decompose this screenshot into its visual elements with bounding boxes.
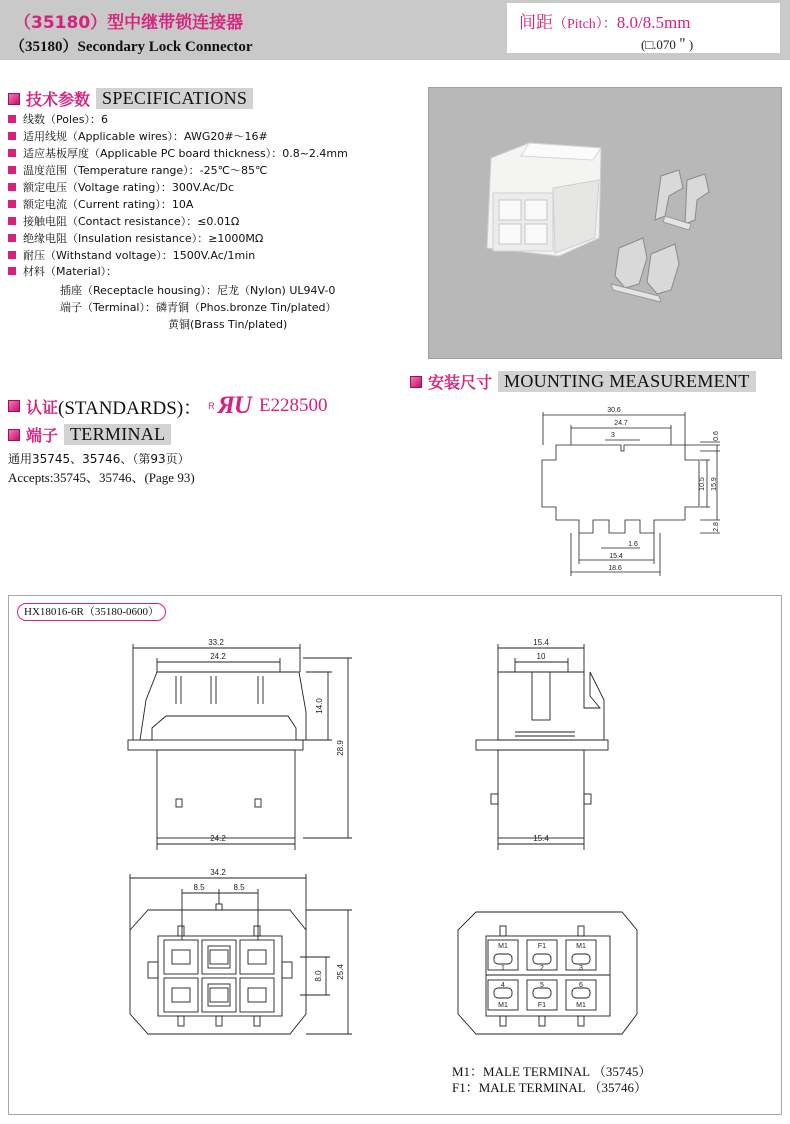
note-f1: F1：MALE TERMINAL （35746） bbox=[452, 1080, 648, 1095]
mount-dim-text: 0.6 bbox=[713, 431, 720, 441]
bottom-dim-text: 25.4 bbox=[336, 964, 345, 980]
bottom-dim-text: 8.5 bbox=[193, 883, 205, 892]
mount-dim-text: 30.6 bbox=[607, 407, 621, 414]
registered-icon: R bbox=[208, 401, 215, 411]
bottom-dim-text: 8.5 bbox=[233, 883, 245, 892]
specifications-title-en: SPECIFICATIONS bbox=[96, 88, 253, 109]
spec-text: 额定电压（Voltage rating）：300V.Ac/Dc bbox=[23, 181, 235, 194]
pin-label: M1 bbox=[576, 1002, 586, 1009]
ul-logo-icon: ЯU bbox=[217, 392, 251, 419]
mounting-title-cn: 安装尺寸 bbox=[428, 373, 493, 392]
pin-label: 1 bbox=[501, 965, 505, 972]
pin-label: 3 bbox=[579, 965, 583, 972]
mount-dim-text: 15.9 bbox=[711, 477, 718, 491]
spec-text: 额定电流（Current rating）：10A bbox=[23, 197, 194, 211]
drawing-frame bbox=[8, 595, 782, 1115]
spec-text: 绝缘电阻（Insulation resistance）：≥1000MΩ bbox=[23, 231, 264, 245]
pitch-en: （Pitch）： bbox=[553, 17, 617, 32]
pin-label: 5 bbox=[540, 982, 544, 989]
title-cn: （35180）型中继带锁连接器 bbox=[14, 13, 244, 33]
bottom-dim-text: 8.0 bbox=[314, 970, 323, 982]
spec-text: 温度范围（Temperature range）：-25℃～85℃ bbox=[23, 164, 268, 178]
mount-dim-text: 10.5 bbox=[699, 477, 706, 491]
pitch-inch: (□.070＂) bbox=[641, 37, 694, 52]
mount-dim-text: 24.7 bbox=[614, 420, 628, 427]
pin-label: 6 bbox=[579, 982, 583, 989]
pin-label: F1 bbox=[537, 943, 547, 950]
spec-text: 线数（Poles）：6 bbox=[23, 113, 109, 127]
spec-text: 接触电阻（Contact resistance）：≤0.01Ω bbox=[23, 214, 240, 228]
mount-dim-text: 2.8 bbox=[713, 522, 720, 532]
pitch-cn: 间距 bbox=[519, 13, 553, 33]
mount-dim-text: 3 bbox=[611, 432, 615, 439]
terminal-notes bbox=[452, 1064, 651, 1096]
material-terminal: 端子（Terminal）：磷青铜（Phos.bronze Tin/plated） bbox=[60, 301, 337, 314]
front-dim-text: 33.2 bbox=[208, 638, 224, 647]
pin-label: M1 bbox=[576, 943, 586, 950]
spec-text: 适用线规（Applicable wires）：AWG20#～16# bbox=[23, 130, 268, 144]
pin-label: 2 bbox=[540, 965, 544, 972]
front-dim-text: 28.9 bbox=[336, 740, 345, 756]
standards-title-cn: 认证 bbox=[26, 397, 59, 417]
specifications-title-cn: 技术参数 bbox=[26, 90, 91, 109]
front-dim-text: 14.0 bbox=[315, 698, 324, 714]
terminal-accepts-cn: 通用35745、35746、（第93页） bbox=[8, 452, 190, 466]
front-dim-text: 24.2 bbox=[210, 834, 226, 843]
title-en: （35180）Secondary Lock Connector bbox=[10, 39, 253, 55]
terminal-title-en: TERMINAL bbox=[64, 424, 171, 445]
pin-label: M1 bbox=[498, 1002, 508, 1009]
mount-dim-text: 1.6 bbox=[628, 541, 638, 548]
mount-dim-text: 18.6 bbox=[608, 565, 622, 572]
side-dim-text: 15.4 bbox=[533, 638, 549, 647]
pin-label: 4 bbox=[501, 982, 505, 989]
spec-text: 材料（Material）： bbox=[23, 265, 118, 279]
material-terminal-brass: 黄铜(Brass Tin/plated) bbox=[168, 318, 288, 331]
side-dim-text: 15.4 bbox=[533, 834, 549, 843]
standards-title-en: (STANDARDS)： bbox=[58, 397, 203, 419]
note-m1: M1：MALE TERMINAL （35745） bbox=[452, 1064, 652, 1079]
pin-label: M1 bbox=[498, 943, 508, 950]
mounting-title-en: MOUNTING MEASUREMENT bbox=[498, 371, 756, 392]
side-dim-text: 10 bbox=[536, 652, 546, 661]
spec-text: 耐压（Withstand voltage）：1500V.Ac/1min bbox=[23, 248, 256, 262]
pin-label: F1 bbox=[537, 1002, 547, 1009]
front-dim-text: 24.2 bbox=[210, 652, 226, 661]
material-housing: 插座（Receptacle housing）：尼龙（Nylon) UL94V-0 bbox=[60, 284, 336, 297]
ul-file-number: E228500 bbox=[258, 395, 328, 416]
mount-dim-text: 15.4 bbox=[609, 553, 623, 560]
terminal-accepts-en: Accepts:35745、35746、(Page 93) bbox=[8, 470, 195, 485]
pitch-value: 8.0/8.5mm bbox=[616, 13, 691, 32]
model-tag: HX18016-6R（35180-0600） bbox=[17, 603, 166, 621]
terminal-title-cn: 端子 bbox=[26, 426, 59, 445]
spec-text: 适应基板厚度（Applicable PC board thickness）：0.8~2.4mm bbox=[23, 147, 348, 161]
bottom-dim-text: 34.2 bbox=[210, 868, 226, 877]
